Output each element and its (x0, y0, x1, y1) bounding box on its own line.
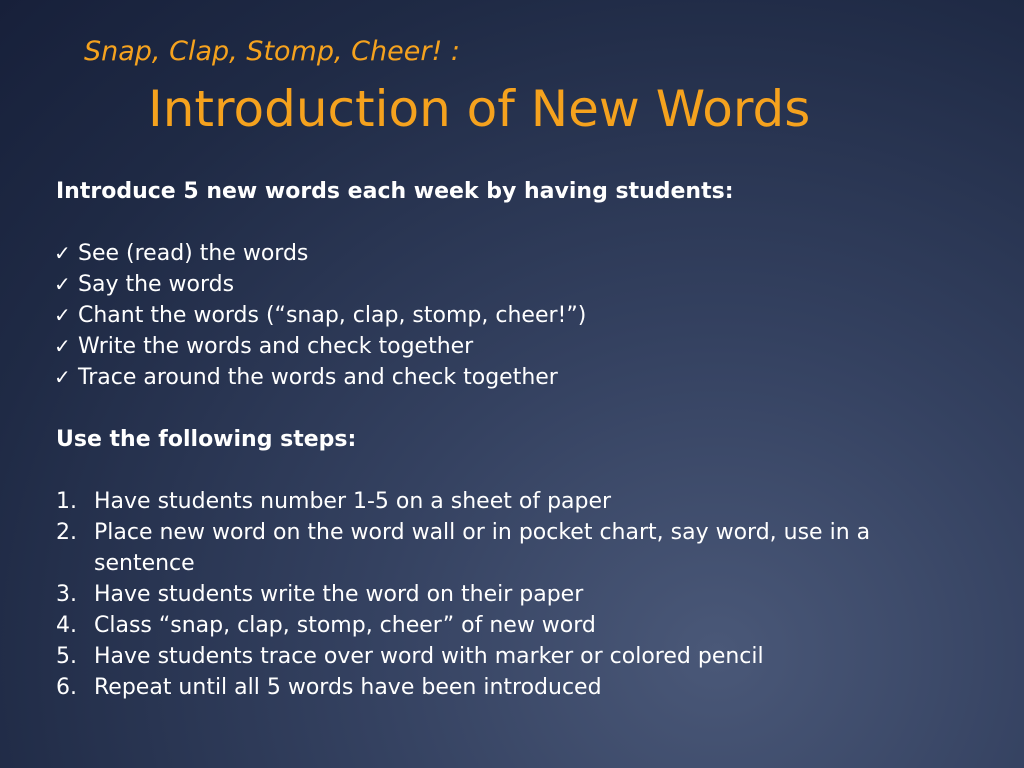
checklist-item-text: Say the words (78, 272, 235, 297)
step-number: 6. (56, 675, 77, 700)
step-text: Place new word on the word wall or in pocket chart, say word, use in a sentence (94, 520, 871, 576)
steps-heading: Use the following steps: (56, 427, 357, 452)
step-number: 2. (56, 520, 77, 545)
step-text: Have students write the word on their paper (94, 582, 584, 607)
step-text: Repeat until all 5 words have been introduced (94, 675, 602, 700)
checklist-item (56, 238, 976, 269)
checklist-item (56, 300, 976, 331)
step-number: 3. (56, 582, 77, 607)
step-item (56, 517, 976, 579)
step-item (56, 486, 976, 517)
step-item (56, 610, 976, 641)
checklist-item (56, 362, 976, 393)
checklist-item (56, 269, 976, 300)
checkmark-icon: ✓ (54, 365, 71, 389)
steps-list (56, 486, 976, 703)
checklist-item-text: Trace around the words and check together (78, 365, 558, 390)
checklist-item (56, 331, 976, 362)
step-text: Have students number 1-5 on a sheet of paper (94, 489, 612, 514)
step-item (56, 579, 976, 610)
checkmark-icon: ✓ (54, 334, 71, 358)
spacer (56, 393, 976, 424)
slide-title: Introduction of New Words (148, 80, 811, 138)
step-item (56, 641, 976, 672)
step-number: 5. (56, 644, 77, 669)
checklist-item-text: See (read) the words (78, 241, 309, 266)
step-text: Have students trace over word with marker or colored pencil (94, 644, 764, 669)
checkmark-icon: ✓ (54, 272, 71, 296)
step-number: 4. (56, 613, 77, 638)
slide-title-area (0, 0, 1024, 150)
checklist (56, 238, 976, 393)
intro-heading: Introduce 5 new words each week by having students: (56, 179, 734, 204)
checklist-item-text: Chant the words (“snap, clap, stomp, cheer!”) (78, 303, 587, 328)
checklist-item-text: Write the words and check together (78, 334, 474, 359)
checkmark-icon: ✓ (54, 303, 71, 327)
checkmark-icon: ✓ (54, 241, 71, 265)
spacer (56, 455, 976, 486)
slide-subtitle: Snap, Clap, Stomp, Cheer! : (84, 36, 460, 67)
slide-body (56, 176, 976, 703)
spacer (56, 207, 976, 238)
step-item (56, 672, 976, 703)
step-number: 1. (56, 489, 77, 514)
step-text: Class “snap, clap, stomp, cheer” of new word (94, 613, 596, 638)
